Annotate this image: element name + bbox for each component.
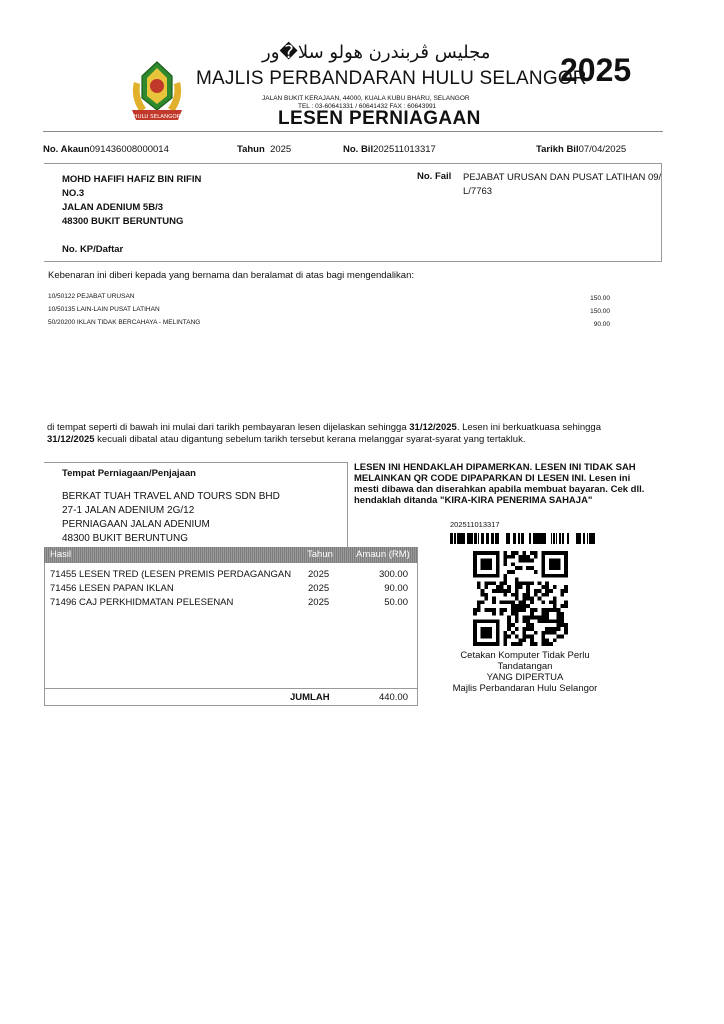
- table-row-amaun: 50.00: [384, 597, 408, 608]
- council-tel-fax: TEL : 03-60641331 / 60641432 FAX : 60643991: [298, 103, 437, 110]
- kp-label: No. KP/Daftar: [62, 244, 124, 255]
- col-hasil: Hasil: [50, 549, 72, 560]
- qr-code-icon: [473, 551, 568, 646]
- activity-desc: 10/50135 LAIN-LAIN PUSAT LATIHAN: [48, 306, 160, 313]
- premises-address: [62, 490, 280, 546]
- premises-line: PERNIAGAAN JALAN ADENIUM: [62, 519, 210, 530]
- fees-table-header: [44, 547, 417, 563]
- total-value: 440.00: [378, 692, 408, 703]
- bill-number: No. Bil202511013317: [343, 144, 436, 155]
- licensee-details: [62, 173, 201, 229]
- council-name-jawi: مجليس ڤربندرن هولو سلا�ور: [262, 42, 491, 63]
- header-divider: [43, 131, 663, 132]
- table-row-amaun: 90.00: [384, 583, 408, 594]
- licensee-name: MOHD HAFIFI HAFIZ BIN RIFIN: [62, 174, 202, 185]
- table-row-amaun: 300.00: [378, 569, 408, 580]
- licensee-address-1: NO.3: [62, 188, 85, 199]
- footer-line: YANG DIPERTUA: [486, 672, 564, 683]
- document-title: LESEN PERNIAGAAN: [278, 108, 481, 129]
- footer-line: Cetakan Komputer Tidak Perlu: [460, 650, 590, 661]
- total-label: JUMLAH: [290, 692, 330, 703]
- file-number-value: PEJABAT URUSAN DAN PUSAT LATIHAN 09/ L/7763: [463, 172, 662, 197]
- barcode-icon: [450, 533, 595, 544]
- premises-line: BERKAT TUAH TRAVEL AND TOURS SDN BHD: [62, 491, 280, 502]
- display-notice: LESEN INI HENDAKLAH DIPAMERKAN. LESEN INI TIDAK SAH MELAINKAN QR CODE DIPAPARKAN DI LESEN INI. Lesen ini mesti dibawa dan diserahkan apabila membuat bayaran. Cek dll. hendaklah ditanda "KIRA-KIRA PENERIMA SAHAJA": [354, 462, 645, 506]
- table-row-tahun: 2025: [308, 597, 330, 608]
- validity-period-text: di tempat seperti di bawah ini mulai dari tarikh pembayaran lesen dijelaskan sehingga 31/12/2025. Lesen ini berkuatkuasa sehingga 31/12/2025 kecuali dibatal atau digantung sebelum tarikh tersebut kerana melanggar syarat-syarat yang tertakluk.: [47, 422, 601, 445]
- council-name: MAJLIS PERBANDARAN HULU SELANGOR: [196, 68, 587, 89]
- premises-heading: Tempat Perniagaan/Penjajaan: [62, 468, 196, 479]
- bill-year: Tahun 2025: [237, 144, 292, 155]
- intro-text: Kebenaran ini diberi kepada yang bernama dan beralamat di atas bagi mengendalikan:: [48, 270, 415, 281]
- total-divider: [44, 688, 417, 689]
- activity-amount: 150.00: [590, 295, 610, 302]
- table-row-hasil: 71496 CAJ PERKHIDMATAN PELESENAN: [50, 597, 234, 608]
- footer-line: Majlis Perbandaran Hulu Selangor: [452, 683, 598, 694]
- barcode-number: 202511013317: [450, 520, 500, 529]
- license-year: 2025: [560, 52, 632, 88]
- activity-amount: 150.00: [590, 308, 610, 315]
- table-row-hasil: 71456 LESEN PAPAN IKLAN: [50, 583, 174, 594]
- file-number-label: No. Fail: [417, 171, 452, 182]
- premises-line: 27-1 JALAN ADENIUM 2G/12: [62, 505, 195, 516]
- council-crest-icon: [126, 58, 188, 128]
- col-amaun: Amaun (RM): [356, 549, 410, 560]
- svg-text:HULU SELANGOR: HULU SELANGOR: [133, 114, 181, 120]
- account-number: No. Akaun091436008000014: [43, 144, 169, 155]
- table-row-tahun: 2025: [308, 583, 330, 594]
- signature-footer: [420, 650, 630, 694]
- council-address: JALAN BUKIT KERAJAAN, 44000, KUALA KUBU BHARU, SELANGOR: [262, 95, 470, 102]
- table-row-tahun: 2025: [308, 569, 330, 580]
- col-tahun: Tahun: [307, 549, 333, 560]
- footer-line: Tandatangan: [497, 661, 553, 672]
- bill-date: Tarikh Bil07/04/2025: [536, 144, 627, 155]
- activity-amount: 90.00: [593, 321, 610, 328]
- licensee-address-3: 48300 BUKIT BERUNTUNG: [62, 216, 184, 227]
- premises-line: 48300 BUKIT BERUNTUNG: [62, 533, 188, 544]
- table-row-hasil: 71455 LESEN TRED (LESEN PREMIS PERDAGANGAN: [50, 569, 292, 580]
- activity-desc: 10/50122 PEJABAT URUSAN: [48, 293, 135, 300]
- licensee-address-2: JALAN ADENIUM 5B/3: [62, 202, 163, 213]
- activity-desc: 50/20200 IKLAN TIDAK BERCAHAYA - MELINTANG: [48, 319, 201, 326]
